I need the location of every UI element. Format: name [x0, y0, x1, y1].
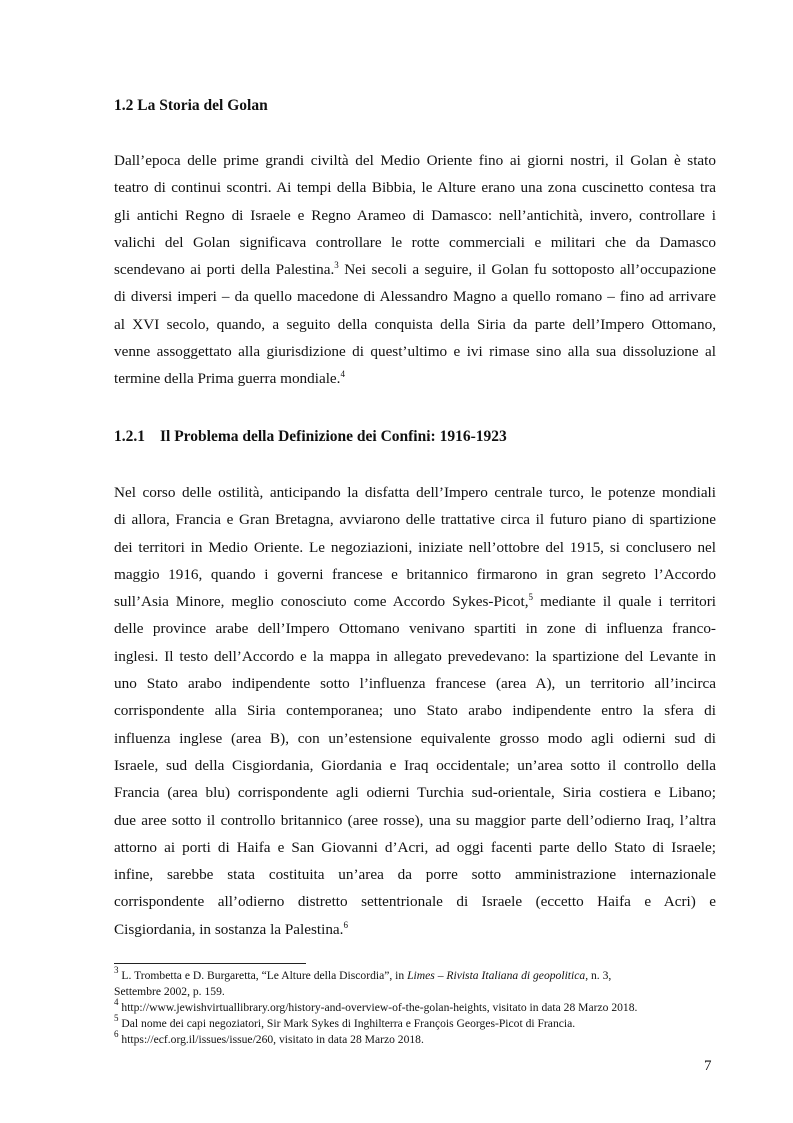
footnote-text: Dal nome dei capi negoziatori, Sir Mark Sykes di Inghilterra e François Georges-Picot di Francia.: [118, 1017, 576, 1030]
text-line: Francia (area blu) corrispondente agli odierni Turchia sud-orientale, Siria costiera e Libano;: [114, 784, 716, 802]
text-fragment: Cisgiordania, in sostanza la Palestina.: [114, 920, 344, 938]
footnote-5: [114, 1013, 724, 1032]
footnote-ref-6[interactable]: 6: [343, 919, 348, 930]
footnote-4: [114, 997, 724, 1016]
text-line: corrispondente all’odierno distretto settentrionale di Israele (eccetto Haifa e Acri) e: [114, 893, 716, 911]
footnote-journal-title: Limes – Rivista Italiana di geopolitica: [407, 969, 586, 982]
subsection-number: 1.2.1: [114, 428, 145, 445]
text-line: inglesi. Il testo dell’Accordo e la mappa in allegato prevedevano: la spartizione del Levante in: [114, 647, 716, 665]
text-line: [114, 588, 716, 615]
text-line: [114, 365, 716, 392]
text-line: teatro di continui scontri. Ai tempi della Bibbia, le Alture erano una zona cuscinetto contesa tra: [114, 179, 716, 197]
footnote-ref-3[interactable]: 3: [334, 260, 339, 271]
text-fragment: Nei secoli a seguire, il Golan fu sottoposto all’occupazione: [344, 261, 717, 279]
text-line: [114, 256, 716, 283]
subsection-heading: [114, 428, 507, 446]
text-fragment: scendevano ai porti della Palestina.: [114, 261, 335, 279]
text-line: venne assoggettato alla giurisdizione di quest’ultimo e ivi rimase sino alla sua dissoluzione al: [114, 343, 716, 361]
paragraph-golan-history: [114, 147, 716, 393]
footnote-ref-5[interactable]: 5: [528, 592, 533, 603]
paragraph-sykes-picot: [114, 479, 716, 943]
footnote-3-continued: Settembre 2002, p. 159.: [114, 985, 225, 998]
footnote-separator: [114, 963, 306, 964]
text-fragment: termine della Prima guerra mondiale.: [114, 370, 341, 388]
text-line: uno Stato arabo indipendente sotto l’influenza francese (area A), un territorio all’incirca: [114, 675, 716, 693]
text-line: Israele, sud della Cisgiordania, Giordania e Iraq occidentale; un’area sotto il controllo della: [114, 756, 716, 774]
text-line: infine, sarebbe stata costituita un’area da porre sotto amministrazione internazionale: [114, 866, 716, 884]
text-line: delle province arabe dell’Impero Ottomano venivano spartiti in zone di influenza franco-: [114, 620, 716, 638]
footnote-link[interactable]: http://www.jewishvirtuallibrary.org/history-and-overview-of-the-golan-heights, visitato in data 28 Marzo 2018.: [118, 1001, 638, 1014]
footnote-3: [114, 965, 724, 984]
footnote-text: , n. 3,: [585, 969, 612, 982]
text-line: corrispondente alla Siria contemporanea; uno Stato arabo indipendente entro la sfera di: [114, 702, 716, 720]
text-line: di diversi imperi – da quello macedone di Alessandro Magno a quello romano – fino ad arrivare: [114, 288, 716, 306]
text-fragment: sull’Asia Minore, meglio conosciuto come Accordo Sykes-Picot,: [114, 593, 529, 611]
text-line: gli antichi Regno di Israele e Regno Arameo di Damasco: nell’antichità, invero, controllare i: [114, 206, 716, 224]
text-line: maggio 1916, quando i governi francese e britannico firmarono in gran segreto l’Accordo: [114, 565, 716, 583]
text-line: due aree sotto il controllo britannico (aree rosse), una su maggior parte dell’odierno Iraq, l’altra: [114, 811, 716, 829]
footnotes: [114, 965, 724, 1048]
footnote-number: 5: [114, 1013, 119, 1023]
footnote-link[interactable]: https://ecf.org.il/issues/issue/260, visitato in data 28 Marzo 2018.: [118, 1033, 424, 1046]
subsection-title: Il Problema della Definizione dei Confini: 1916-1923: [160, 428, 507, 445]
page-number: 7: [704, 1058, 712, 1074]
section-heading: 1.2 La Storia del Golan: [114, 97, 268, 114]
text-line: dei territori in Medio Oriente. Le negoziazioni, iniziate nell’ottobre del 1915, si conclusero nel: [114, 538, 716, 556]
footnote-number: 4: [114, 997, 119, 1007]
text-line: influenza inglese (area B), con un’estensione equivalente grosso modo agli odierni sud di: [114, 729, 716, 747]
text-line: valichi del Golan significava controllare le rotte commerciali e militari che da Damasco: [114, 233, 716, 251]
footnote-text: L. Trombetta e D. Burgaretta, “Le Alture della Discordia”, in: [118, 969, 408, 982]
text-line: Nel corso delle ostilità, anticipando la disfatta dell’Impero centrale turco, le potenze mondiali: [114, 484, 716, 501]
text-fragment: mediante il quale i territori: [533, 593, 716, 611]
text-line: [114, 916, 716, 943]
text-line: Dall’epoca delle prime grandi civiltà del Medio Oriente fino ai giorni nostri, il Golan è stato: [114, 152, 716, 169]
text-line: al XVI secolo, quando, a seguito della conquista della Siria da parte dell’Impero Ottomano,: [114, 315, 716, 333]
text-line: attorno ai porti di Haifa e San Giovanni d’Acri, ad oggi facenti parte dello Stato di Israele;: [114, 838, 716, 856]
footnote-number: 3: [114, 965, 119, 975]
footnote-number: 6: [114, 1029, 119, 1039]
text-line: di allora, Francia e Gran Bretagna, avviarono delle trattative circa il futuro piano di spartizione: [114, 511, 716, 529]
footnote-ref-4[interactable]: 4: [340, 369, 345, 380]
footnote-6: [114, 1029, 724, 1048]
